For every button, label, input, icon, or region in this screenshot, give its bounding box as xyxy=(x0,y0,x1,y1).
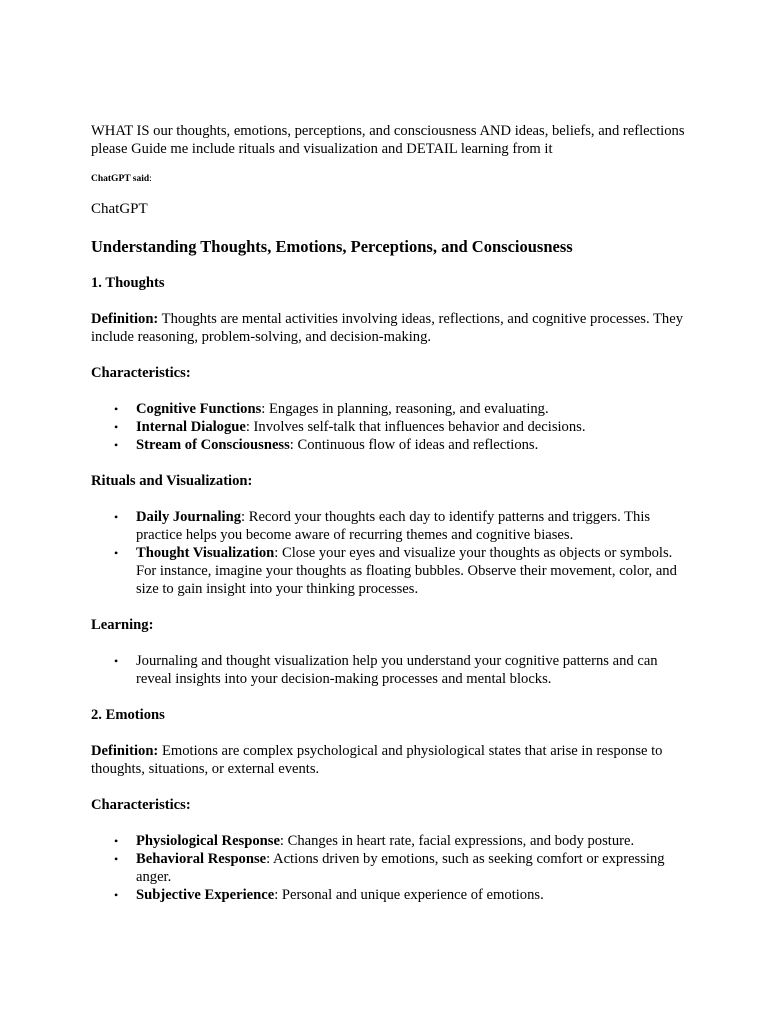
list-item-term: Daily Journaling xyxy=(136,509,242,525)
definition-text: Emotions are complex psychological and physiological states that arise in response to thoughts, situations, or external events. xyxy=(91,743,663,777)
bullet-icon: • xyxy=(114,834,119,848)
list-item-text: : Changes in heart rate, facial expressions, and body posture. xyxy=(279,833,635,849)
list-item xyxy=(114,652,691,688)
list-item-term: Stream of Consciousness xyxy=(136,437,290,453)
list-item-text: : Engages in planning, reasoning, and evaluating. xyxy=(261,401,549,417)
document-page xyxy=(91,122,691,922)
list-item-term: Cognitive Functions xyxy=(136,401,262,417)
thoughts-learning-label: Learning: xyxy=(91,617,154,633)
list-item-text: Journaling and thought visualization help you understand your cognitive patterns and can reveal insights into your decision-making processes and mental blocks. xyxy=(136,653,658,687)
thoughts-definition xyxy=(91,310,691,346)
list-item-text: : Personal and unique experience of emotions. xyxy=(274,887,544,903)
list-item-term: Subjective Experience xyxy=(136,887,275,903)
definition-text: Thoughts are mental activities involving ideas, reflections, and cognitive processes. They include reasoning, problem-solving, and decision-making. xyxy=(91,311,683,345)
list-item-text: : Close your eyes and visualize your thoughts as objects or symbols. For instance, imagine your thoughts as floating bubbles. Observe their movement, color, and size to gain insight into your thinking processes. xyxy=(136,545,677,597)
section-heading-thoughts: 1. Thoughts xyxy=(91,275,165,291)
bullet-icon: • xyxy=(114,852,119,866)
emotions-characteristics-label: Characteristics: xyxy=(91,797,191,813)
list-item-text: : Involves self-talk that influences behavior and decisions. xyxy=(245,419,586,435)
thoughts-learning-list xyxy=(91,652,691,688)
list-item xyxy=(114,508,691,544)
thoughts-characteristics-label: Characteristics: xyxy=(91,365,191,381)
list-item xyxy=(114,436,691,454)
list-item xyxy=(114,544,691,598)
bullet-icon: • xyxy=(114,888,119,902)
list-item xyxy=(114,832,691,850)
bullet-icon: • xyxy=(114,510,119,524)
thoughts-characteristics-list xyxy=(91,400,691,454)
definition-label: Definition: xyxy=(91,743,159,759)
bullet-icon: • xyxy=(114,438,119,452)
list-item xyxy=(114,886,691,904)
list-item xyxy=(114,418,691,436)
list-item-term: Behavioral Response xyxy=(136,851,267,867)
section-heading-emotions: 2. Emotions xyxy=(91,707,165,723)
list-item xyxy=(114,400,691,418)
list-item xyxy=(114,850,691,886)
list-item-term: Physiological Response xyxy=(136,833,280,849)
bullet-icon: • xyxy=(114,402,119,416)
emotions-definition xyxy=(91,742,691,778)
bullet-icon: • xyxy=(114,654,119,668)
said-colon: : xyxy=(149,174,152,184)
thoughts-rituals-list xyxy=(91,508,691,598)
list-item-text: : Actions driven by emotions, such as seeking comfort or expressing anger. xyxy=(136,851,665,885)
list-item-text: : Record your thoughts each day to identify patterns and triggers. This practice helps you become aware of recurring themes and cognitive biases. xyxy=(136,509,651,543)
user-query: WHAT IS our thoughts, emotions, perceptions, and consciousness AND ideas, beliefs, and reflections please Guide me include rituals and visualization and DETAIL learning from it xyxy=(91,123,685,157)
said-label-text: ChatGPT said xyxy=(91,174,150,184)
list-item-term: Internal Dialogue xyxy=(136,419,246,435)
list-item-term: Thought Visualization xyxy=(136,545,275,561)
bullet-icon: • xyxy=(114,420,119,434)
bullet-icon: • xyxy=(114,546,119,560)
emotions-characteristics-list xyxy=(91,832,691,904)
assistant-name: ChatGPT xyxy=(91,201,148,217)
definition-label: Definition: xyxy=(91,311,159,327)
list-item-text: : Continuous flow of ideas and reflections. xyxy=(289,437,539,453)
main-heading: Understanding Thoughts, Emotions, Perceptions, and Consciousness xyxy=(91,237,573,256)
chatgpt-said-label xyxy=(91,173,691,185)
thoughts-rituals-label: Rituals and Visualization: xyxy=(91,473,253,489)
